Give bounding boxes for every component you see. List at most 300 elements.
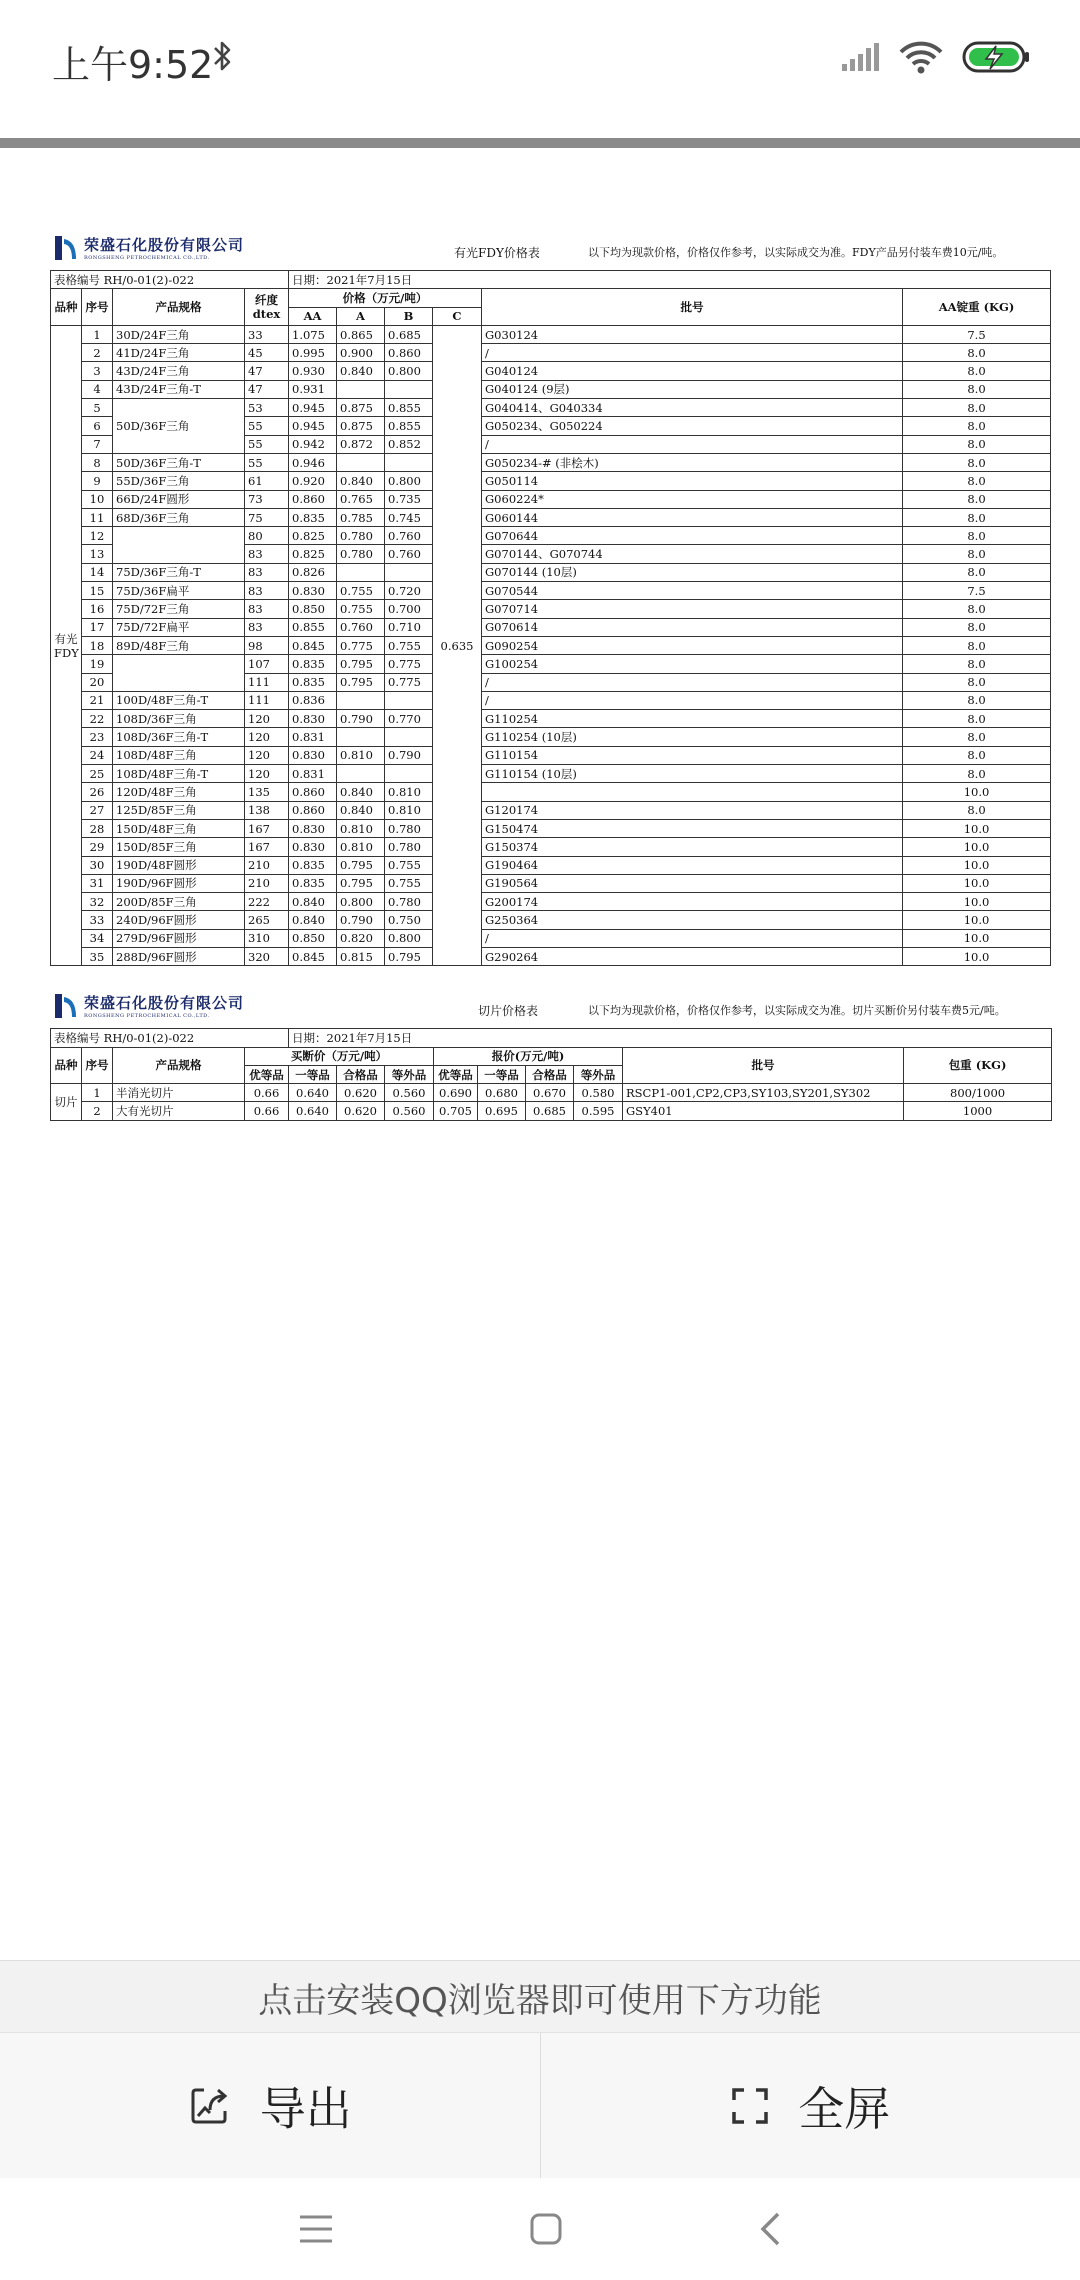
- table-cell: 0.840: [337, 362, 385, 380]
- table-cell: 0.810: [337, 746, 385, 764]
- table-cell: 0.785: [337, 508, 385, 526]
- table-cell: 14: [82, 563, 113, 581]
- table-cell: 0.775: [337, 636, 385, 654]
- home-icon[interactable]: [529, 2212, 563, 2246]
- company-logo-icon: [54, 235, 78, 261]
- table-cell: G110254 (10层): [482, 728, 903, 746]
- table-cell: 83: [245, 582, 289, 600]
- table-cell: 0.66: [245, 1102, 289, 1120]
- table-cell: 8.0: [903, 710, 1051, 728]
- table-cell: 0.845: [289, 947, 337, 965]
- table-cell: 8: [82, 453, 113, 471]
- table-cell: 8.0: [903, 417, 1051, 435]
- col-dtex: 纤度 dtex: [245, 289, 289, 326]
- col-grade-first: 一等品: [478, 1065, 526, 1083]
- table-cell: 27: [82, 801, 113, 819]
- table-row: [51, 380, 1051, 398]
- table-cell: 55: [245, 453, 289, 471]
- table-cell: 1.075: [289, 325, 337, 343]
- table-cell: 10: [82, 490, 113, 508]
- table-cell: 0.830: [289, 819, 337, 837]
- table-cell: [113, 655, 245, 692]
- table-cell: 1000: [904, 1102, 1052, 1120]
- company-logo: [54, 234, 244, 261]
- table-cell: 55: [245, 435, 289, 453]
- install-qq-browser-banner[interactable]: 点击安装QQ浏览器即可使用下方功能: [0, 1960, 1080, 2033]
- table-cell: 23: [82, 728, 113, 746]
- table-row: [51, 893, 1051, 911]
- table-row: [51, 838, 1051, 856]
- table-cell: 10.0: [903, 856, 1051, 874]
- table-cell: G290264: [482, 947, 903, 965]
- table-cell: 190D/96F圆形: [113, 874, 245, 892]
- company-name-en: RONGSHENG PETROCHEMICAL CO.,LTD.: [84, 255, 210, 261]
- table-cell: 0.855: [289, 618, 337, 636]
- table-cell: 0.815: [337, 947, 385, 965]
- table-cell: 0.795: [337, 856, 385, 874]
- col-seq: 序号: [82, 1047, 113, 1084]
- table-cell: G190464: [482, 856, 903, 874]
- table-cell: 0.835: [289, 508, 337, 526]
- table-cell: 8.0: [903, 563, 1051, 581]
- table-cell: G050234、G050224: [482, 417, 903, 435]
- table-cell: 800/1000: [904, 1084, 1052, 1102]
- table-cell: 8.0: [903, 545, 1051, 563]
- table-cell: G110154 (10层): [482, 765, 903, 783]
- table-cell: 8.0: [903, 618, 1051, 636]
- table-cell: 75: [245, 508, 289, 526]
- table-cell: 28: [82, 819, 113, 837]
- table-cell: 83: [245, 600, 289, 618]
- table-cell: [385, 728, 433, 746]
- company-logo: [54, 992, 244, 1019]
- table-cell: G110154: [482, 746, 903, 764]
- table-row: [51, 728, 1051, 746]
- table-cell: 0.780: [385, 838, 433, 856]
- table-cell: 50D/36F三角: [113, 399, 245, 454]
- table-cell: 0.850: [289, 929, 337, 947]
- table-cell: 0.855: [385, 417, 433, 435]
- table-cell: 0.840: [289, 893, 337, 911]
- table-cell: 30: [82, 856, 113, 874]
- table-cell: 0.560: [385, 1102, 434, 1120]
- table-cell: 0.755: [337, 582, 385, 600]
- table-cell: 3: [82, 362, 113, 380]
- table-cell: [385, 380, 433, 398]
- wifi-icon: [898, 40, 944, 74]
- table-row: [51, 655, 1051, 673]
- table-cell: 0.795: [337, 655, 385, 673]
- table-cell: 7: [82, 435, 113, 453]
- table-cell: [337, 728, 385, 746]
- table-cell: 0.830: [289, 710, 337, 728]
- table-cell: 26: [82, 783, 113, 801]
- table-cell: 30D/24F三角: [113, 325, 245, 343]
- table-cell: 75D/36F三角-T: [113, 563, 245, 581]
- table-cell: 0.795: [385, 947, 433, 965]
- table-cell: G200174: [482, 893, 903, 911]
- table-row: [51, 563, 1051, 581]
- table-cell: 24: [82, 746, 113, 764]
- table-cell: 45: [245, 344, 289, 362]
- table-cell: 120: [245, 765, 289, 783]
- table-cell: 0.810: [337, 838, 385, 856]
- table-cell: 75D/36F扁平: [113, 582, 245, 600]
- c-grade-price: 0.635: [433, 325, 482, 965]
- table-cell: 8.0: [903, 380, 1051, 398]
- table-cell: 2: [82, 1102, 113, 1120]
- table-cell: 10.0: [903, 911, 1051, 929]
- table-cell: 0.680: [478, 1084, 526, 1102]
- table-cell: 0.830: [289, 582, 337, 600]
- table-row: [51, 325, 1051, 343]
- table-cell: 0.800: [337, 893, 385, 911]
- table-cell: G070614: [482, 618, 903, 636]
- col-spec: 产品规格: [113, 1047, 245, 1084]
- table-row: [51, 911, 1051, 929]
- table-cell: [337, 453, 385, 471]
- table-cell: 0.755: [337, 600, 385, 618]
- table-cell: 0.760: [337, 618, 385, 636]
- table-cell: 0.755: [385, 636, 433, 654]
- table-cell: 41D/24F三角: [113, 344, 245, 362]
- form-number: 表格编号 RH/0-01(2)-022: [51, 1029, 289, 1047]
- fullscreen-icon: [730, 2086, 770, 2126]
- col-grade-qualified: 合格品: [526, 1065, 574, 1083]
- variety-cell: 有光FDY: [51, 325, 82, 965]
- col-buyout: 买断价（万元/吨）: [245, 1047, 434, 1065]
- table-cell: 0.835: [289, 856, 337, 874]
- table-cell: [385, 765, 433, 783]
- table-row: [51, 1084, 1052, 1102]
- table-row: [51, 765, 1051, 783]
- table-cell: G090254: [482, 636, 903, 654]
- table-cell: [337, 380, 385, 398]
- table-cell: 0.831: [289, 765, 337, 783]
- table-cell: 0.800: [385, 362, 433, 380]
- table-cell: 0.835: [289, 673, 337, 691]
- table-cell: 83: [245, 545, 289, 563]
- table-cell: 10.0: [903, 947, 1051, 965]
- fullscreen-button[interactable]: [540, 2033, 1080, 2179]
- table-cell: 0.875: [337, 399, 385, 417]
- table-cell: 0.860: [385, 344, 433, 362]
- table-cell: G050114: [482, 472, 903, 490]
- table-cell: 240D/96F圆形: [113, 911, 245, 929]
- table-cell: G060144: [482, 508, 903, 526]
- export-label: 导出: [259, 2082, 352, 2136]
- table-cell: 0.835: [289, 655, 337, 673]
- table-cell: 75D/72F三角: [113, 600, 245, 618]
- col-spec: 产品规格: [113, 289, 245, 326]
- chip-table-body: [51, 1084, 1052, 1121]
- table-cell: 0.66: [245, 1084, 289, 1102]
- table-cell: 10.0: [903, 783, 1051, 801]
- table-cell: 73: [245, 490, 289, 508]
- col-a: A: [337, 307, 385, 325]
- table-row: [51, 746, 1051, 764]
- table-cell: 0.710: [385, 618, 433, 636]
- table-row: [51, 527, 1051, 545]
- table-cell: 10.0: [903, 819, 1051, 837]
- table-cell: 0.840: [289, 911, 337, 929]
- col-c: C: [433, 307, 482, 325]
- company-name: 荣盛石化股份有限公司: [84, 994, 245, 1013]
- action-bar: [0, 2032, 1080, 2179]
- table-cell: 0.830: [289, 746, 337, 764]
- table-row: [51, 362, 1051, 380]
- table-cell: 29: [82, 838, 113, 856]
- table-cell: 11: [82, 508, 113, 526]
- table-row: [51, 582, 1051, 600]
- table-row: [51, 453, 1051, 471]
- table-cell: 0.620: [337, 1084, 385, 1102]
- table-cell: 16: [82, 600, 113, 618]
- table-row: [51, 1102, 1052, 1120]
- table-cell: 0.750: [385, 911, 433, 929]
- table-cell: 0.942: [289, 435, 337, 453]
- doc1-title: 有光FDY价格表: [454, 246, 540, 260]
- table-cell: 89D/48F三角: [113, 636, 245, 654]
- table-row: [51, 508, 1051, 526]
- table-cell: 0.946: [289, 453, 337, 471]
- table-cell: 7.5: [903, 582, 1051, 600]
- table-cell: 10.0: [903, 838, 1051, 856]
- table-cell: 120D/48F三角: [113, 783, 245, 801]
- table-cell: 0.780: [337, 527, 385, 545]
- table-cell: 265: [245, 911, 289, 929]
- toolbar-divider: [0, 138, 1080, 148]
- table-cell: 0.810: [385, 783, 433, 801]
- table-cell: 0.835: [289, 874, 337, 892]
- col-quote: 报价(万元/吨): [434, 1047, 623, 1065]
- table-cell: [337, 691, 385, 709]
- fdy-table-body: [51, 325, 1051, 965]
- table-cell: 8.0: [903, 472, 1051, 490]
- table-cell: 83: [245, 563, 289, 581]
- table-cell: G150474: [482, 819, 903, 837]
- table-cell: 0.580: [574, 1084, 623, 1102]
- table-cell: 31: [82, 874, 113, 892]
- export-button[interactable]: [0, 2033, 540, 2179]
- table-cell: 15: [82, 582, 113, 600]
- table-cell: 0.840: [337, 801, 385, 819]
- table-cell: 8.0: [903, 435, 1051, 453]
- table-cell: /: [482, 435, 903, 453]
- table-cell: 0.830: [289, 838, 337, 856]
- table-cell: 43D/24F三角: [113, 362, 245, 380]
- col-weight: 包重 (KG): [904, 1047, 1052, 1084]
- table-cell: 0.640: [289, 1102, 337, 1120]
- table-cell: 0.945: [289, 417, 337, 435]
- col-weight: AA锭重 (KG): [903, 289, 1051, 326]
- back-icon[interactable]: [758, 2211, 782, 2247]
- table-cell: /: [482, 691, 903, 709]
- table-cell: 47: [245, 380, 289, 398]
- table-cell: 0.760: [385, 527, 433, 545]
- table-cell: G120174: [482, 801, 903, 819]
- table-cell: 0.900: [337, 344, 385, 362]
- table-cell: 4: [82, 380, 113, 398]
- table-cell: 108D/36F三角: [113, 710, 245, 728]
- table-row: [51, 710, 1051, 728]
- table-cell: 0.800: [385, 472, 433, 490]
- table-cell: 288D/96F圆形: [113, 947, 245, 965]
- col-grade-off: 等外品: [385, 1065, 434, 1083]
- col-price: 价格（万元/吨）: [289, 289, 482, 307]
- export-icon: [188, 2084, 232, 2128]
- table-cell: 13: [82, 545, 113, 563]
- table-cell: 55D/36F三角: [113, 472, 245, 490]
- table-cell: G070714: [482, 600, 903, 618]
- table-cell: 138: [245, 801, 289, 819]
- table-cell: 83: [245, 618, 289, 636]
- status-time: 上午9:52: [52, 43, 214, 87]
- table-cell: 0.860: [289, 490, 337, 508]
- table-cell: 0.810: [337, 819, 385, 837]
- table-cell: 0.705: [434, 1102, 478, 1120]
- table-cell: 61: [245, 472, 289, 490]
- table-cell: [482, 783, 903, 801]
- table-cell: 8.0: [903, 728, 1051, 746]
- table-cell: 8.0: [903, 344, 1051, 362]
- table-cell: G100254: [482, 655, 903, 673]
- table-row: [51, 783, 1051, 801]
- col-batch: 批号: [623, 1047, 904, 1084]
- table-cell: 8.0: [903, 636, 1051, 654]
- table-cell: 0.780: [385, 819, 433, 837]
- chip-price-table: [50, 1028, 1052, 1120]
- table-cell: 9: [82, 472, 113, 490]
- table-cell: 17: [82, 618, 113, 636]
- table-cell: 200D/85F三角: [113, 893, 245, 911]
- table-cell: 108D/36F三角-T: [113, 728, 245, 746]
- table-cell: 135: [245, 783, 289, 801]
- table-cell: 50D/36F三角-T: [113, 453, 245, 471]
- table-cell: 0.845: [289, 636, 337, 654]
- table-row: [51, 691, 1051, 709]
- table-cell: 125D/85F三角: [113, 801, 245, 819]
- cellular-signal-icon: [840, 42, 880, 72]
- table-cell: 0.595: [574, 1102, 623, 1120]
- menu-icon[interactable]: [298, 2214, 334, 2244]
- table-cell: 0.825: [289, 545, 337, 563]
- table-cell: 0.930: [289, 362, 337, 380]
- table-cell: 33: [82, 911, 113, 929]
- table-cell: 0.795: [337, 874, 385, 892]
- table-cell: 0.920: [289, 472, 337, 490]
- company-name-en: RONGSHENG PETROCHEMICAL CO.,LTD.: [84, 1013, 210, 1020]
- doc1-note: 以下均为现款价格，价格仅作参考，以实际成交为准。FDY产品另付装车费10元/吨。: [588, 246, 1004, 259]
- table-cell: 10.0: [903, 929, 1051, 947]
- doc1-header: [50, 230, 1050, 270]
- status-bar: [0, 0, 1080, 120]
- table-cell: 32: [82, 893, 113, 911]
- table-cell: /: [482, 344, 903, 362]
- table-cell: 111: [245, 691, 289, 709]
- table-cell: [337, 765, 385, 783]
- variety-cell: 切片: [51, 1084, 82, 1121]
- table-cell: 0.860: [289, 801, 337, 819]
- table-cell: 5: [82, 399, 113, 417]
- table-cell: 107: [245, 655, 289, 673]
- table-cell: 190D/48F圆形: [113, 856, 245, 874]
- table-cell: 8.0: [903, 746, 1051, 764]
- table-cell: 0.765: [337, 490, 385, 508]
- table-cell: [385, 691, 433, 709]
- table-cell: 47: [245, 362, 289, 380]
- table-cell: 0.780: [337, 545, 385, 563]
- table-cell: 108D/48F三角: [113, 746, 245, 764]
- company-name: 荣盛石化股份有限公司: [84, 236, 245, 254]
- table-cell: 2: [82, 344, 113, 362]
- table-cell: [113, 527, 245, 564]
- table-cell: 0.826: [289, 563, 337, 581]
- col-variety: 品种: [51, 289, 82, 326]
- table-cell: 120: [245, 746, 289, 764]
- company-logo-icon: [54, 993, 78, 1019]
- table-cell: 0.840: [337, 472, 385, 490]
- table-cell: 320: [245, 947, 289, 965]
- col-grade-premium: 优等品: [245, 1065, 289, 1083]
- table-cell: 150D/85F三角: [113, 838, 245, 856]
- table-cell: 8.0: [903, 362, 1051, 380]
- table-cell: 25: [82, 765, 113, 783]
- table-cell: 19: [82, 655, 113, 673]
- table-cell: 0.770: [385, 710, 433, 728]
- doc2-title: 切片价格表: [478, 1004, 539, 1019]
- table-cell: 0.640: [289, 1084, 337, 1102]
- table-cell: 100D/48F三角-T: [113, 691, 245, 709]
- table-cell: G040414、G040334: [482, 399, 903, 417]
- table-cell: 66D/24F圆形: [113, 490, 245, 508]
- table-cell: 7.5: [903, 325, 1051, 343]
- table-cell: 20: [82, 673, 113, 691]
- table-row: [51, 636, 1051, 654]
- table-cell: 0.945: [289, 399, 337, 417]
- table-cell: 0.875: [337, 417, 385, 435]
- doc2-header: [50, 988, 1050, 1028]
- table-cell: G250364: [482, 911, 903, 929]
- table-cell: 0.620: [337, 1102, 385, 1120]
- table-cell: 0.685: [526, 1102, 574, 1120]
- table-cell: 0.790: [385, 746, 433, 764]
- table-cell: 8.0: [903, 527, 1051, 545]
- table-cell: 120: [245, 710, 289, 728]
- table-cell: G070544: [482, 582, 903, 600]
- table-cell: 108D/48F三角-T: [113, 765, 245, 783]
- table-row: [51, 490, 1051, 508]
- table-cell: [385, 453, 433, 471]
- table-cell: 0.690: [434, 1084, 478, 1102]
- table-cell: G070144、G070744: [482, 545, 903, 563]
- table-row: [51, 618, 1051, 636]
- table-cell: 210: [245, 874, 289, 892]
- table-row: [51, 600, 1051, 618]
- table-cell: 21: [82, 691, 113, 709]
- table-cell: 8.0: [903, 453, 1051, 471]
- table-cell: 0.931: [289, 380, 337, 398]
- table-cell: 150D/48F三角: [113, 819, 245, 837]
- table-cell: G040124 (9层): [482, 380, 903, 398]
- table-cell: 18: [82, 636, 113, 654]
- table-cell: 75D/72F扁平: [113, 618, 245, 636]
- table-cell: 33: [245, 325, 289, 343]
- table-cell: 111: [245, 673, 289, 691]
- table-cell: 0.755: [385, 856, 433, 874]
- table-cell: 10.0: [903, 874, 1051, 892]
- table-cell: 10.0: [903, 893, 1051, 911]
